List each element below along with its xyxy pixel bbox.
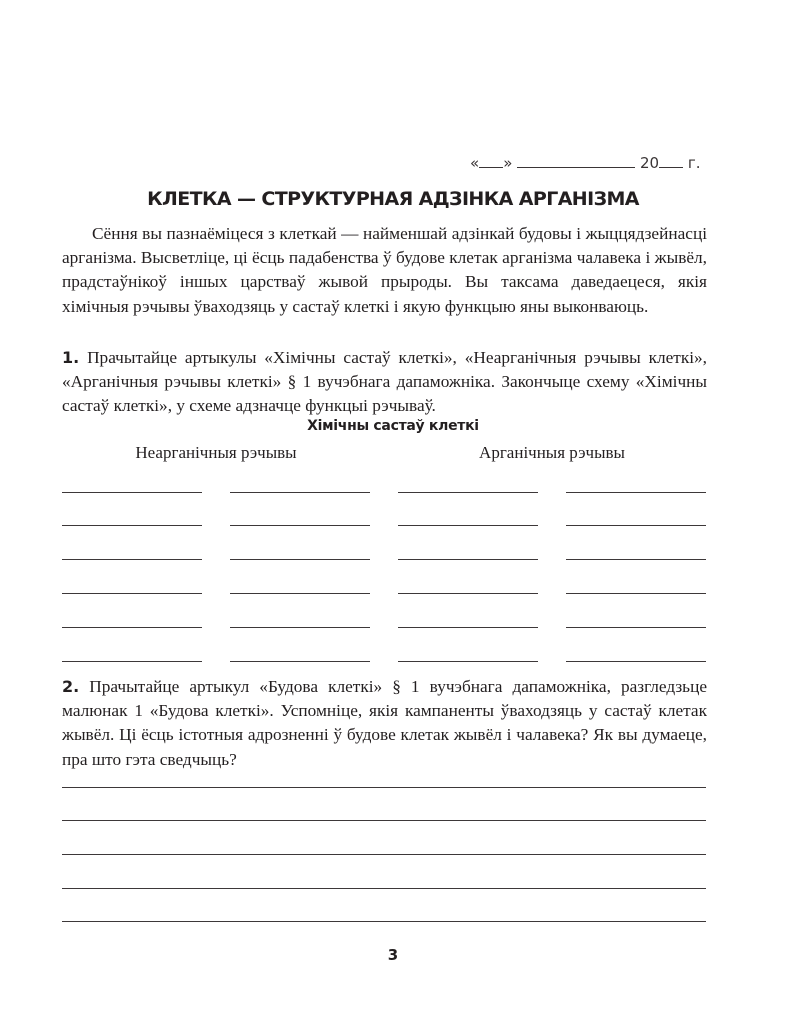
date-open-quote: «	[470, 154, 480, 172]
day-blank[interactable]	[479, 155, 503, 168]
month-blank[interactable]	[517, 155, 635, 168]
answer-line[interactable]	[62, 888, 706, 889]
answer-line[interactable]	[566, 627, 706, 628]
task-1	[62, 346, 707, 419]
task-2	[62, 675, 707, 772]
answer-line[interactable]	[230, 661, 370, 662]
answer-line[interactable]	[566, 593, 706, 594]
answer-line[interactable]	[398, 525, 538, 526]
answer-line[interactable]	[62, 559, 202, 560]
inorganic-label: Неарганічныя рэчывы	[135, 443, 297, 462]
task-1-text: Прачытайце артыкулы «Хімічны састаў клеткі», «Неарганічныя рэчывы клеткі», «Арганічныя рэчывы клеткі» § 1 вучэбнага дапаможніка. Закончыце схему «Хімічны састаў клеткі», у схеме адзначце функцыі рэчываў.	[62, 348, 707, 416]
answer-line[interactable]	[62, 492, 202, 493]
answer-line[interactable]	[230, 627, 370, 628]
scheme-title: Хімічны састаў клеткі	[307, 418, 479, 434]
answer-line[interactable]	[566, 559, 706, 560]
answer-line[interactable]	[398, 593, 538, 594]
answer-line[interactable]	[230, 593, 370, 594]
intro-paragraph: Сёння вы пазнаёміцеся з клеткай — найменшай адзінкай будовы і жыццядзейнасці арганізма. Высветліце, ці ёсць падабенства ў будове клетак арганізма чалавека і жывёл, прадстаўнікоў іншых царстваў жывой прыроды. Вы таксама даведаецеся, якія хімічныя рэчывы ўваходзяць у састаў клеткі і якую функцыю яны выконваюць.	[62, 224, 707, 316]
task-2-number: 2.	[62, 677, 80, 696]
answer-line[interactable]	[62, 593, 202, 594]
year-prefix: 20	[639, 154, 660, 172]
date-close-quote: »	[503, 154, 513, 172]
answer-line[interactable]	[230, 559, 370, 560]
answer-line[interactable]	[398, 559, 538, 560]
answer-line[interactable]	[62, 787, 706, 788]
organic-label: Арганічныя рэчывы	[479, 443, 625, 462]
date-line	[470, 154, 710, 172]
task-1-number: 1.	[62, 348, 80, 367]
task-2-text: Прачытайце артыкул «Будова клеткі» § 1 вучэбнага дапаможніка, разгледзьце малюнак 1 «Будова клеткі». Успомніце, якія кампаненты ўваходзяць у састаў клетак жывёл. Ці ёсць істотныя адрозненні ў будове клетак жывёл і чалавека? Як вы думаеце, пра што гэта сведчыць?	[62, 677, 707, 769]
answer-line[interactable]	[62, 627, 202, 628]
answer-line[interactable]	[398, 627, 538, 628]
answer-line[interactable]	[566, 661, 706, 662]
year-blank[interactable]	[659, 155, 683, 168]
page-title: КЛЕТКА — СТРУКТУРНАЯ АДЗІНКА АРГАНІЗМА	[147, 188, 639, 210]
answer-line[interactable]	[62, 820, 706, 821]
answer-line[interactable]	[230, 492, 370, 493]
answer-line[interactable]	[398, 661, 538, 662]
answer-line[interactable]	[62, 525, 202, 526]
answer-line[interactable]	[62, 661, 202, 662]
answer-line[interactable]	[398, 492, 538, 493]
answer-line[interactable]	[62, 921, 706, 922]
year-suffix: г.	[687, 154, 701, 172]
answer-line[interactable]	[62, 854, 706, 855]
answer-line[interactable]	[566, 492, 706, 493]
page-number: 3	[387, 946, 399, 964]
answer-line[interactable]	[566, 525, 706, 526]
answer-line[interactable]	[230, 525, 370, 526]
